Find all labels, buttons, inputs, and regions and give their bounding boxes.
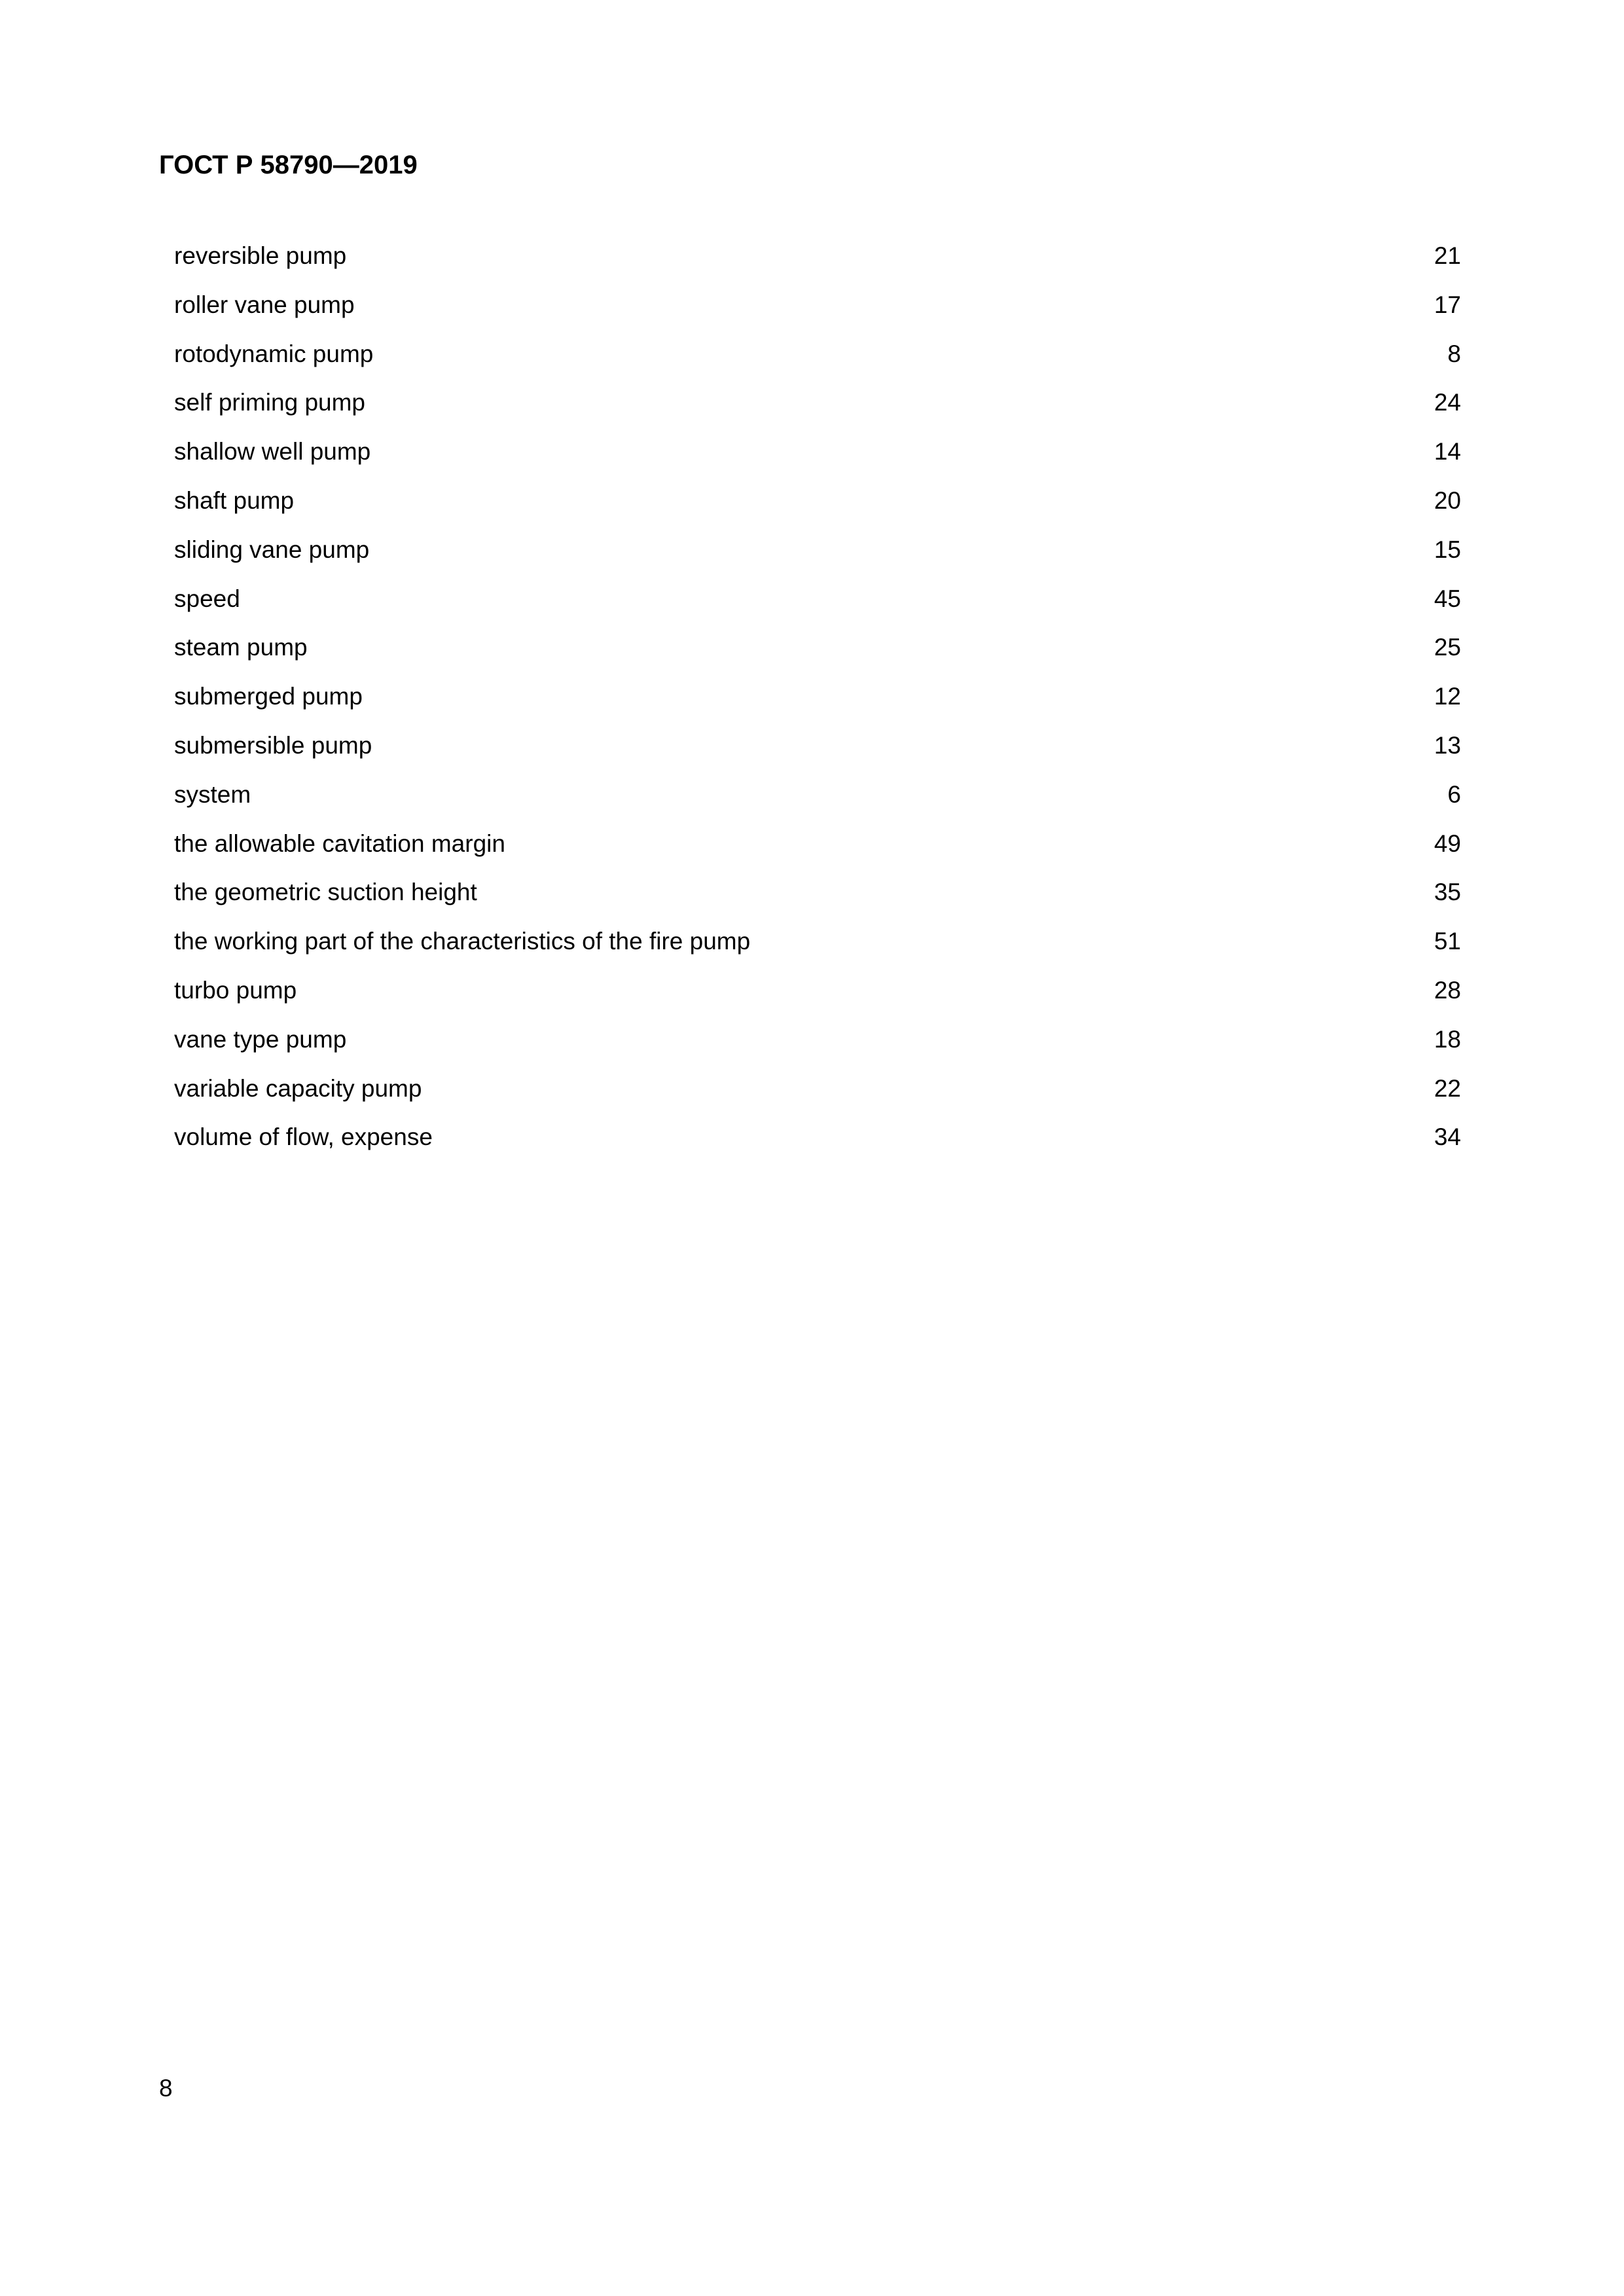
index-term: volume of flow, expense (174, 1123, 433, 1151)
index-ref: 45 (1434, 585, 1461, 612)
index-ref: 22 (1434, 1074, 1461, 1102)
index-entry (174, 1118, 1461, 1167)
index-term: steam pump (174, 634, 308, 661)
index-entry (174, 1070, 1461, 1119)
index-ref: 34 (1434, 1123, 1461, 1151)
index-ref: 17 (1434, 291, 1461, 318)
index-entry (174, 384, 1461, 433)
index-term: the working part of the characteristics of the fire pump (174, 928, 751, 955)
index-entry (174, 482, 1461, 531)
index-ref: 35 (1434, 879, 1461, 906)
index-term: system (174, 780, 251, 808)
index-ref: 21 (1434, 242, 1461, 269)
index-entry (174, 433, 1461, 482)
index-ref: 15 (1434, 536, 1461, 563)
index-ref: 14 (1434, 438, 1461, 465)
index-ref: 25 (1434, 634, 1461, 661)
index-term: submersible pump (174, 731, 372, 759)
index-term: the geometric suction height (174, 879, 477, 906)
index-entry (174, 531, 1461, 580)
index-term: reversible pump (174, 242, 347, 269)
index-entry (174, 776, 1461, 825)
index-ref: 13 (1434, 731, 1461, 759)
index-term: turbo pump (174, 976, 297, 1004)
index-ref: 49 (1434, 829, 1461, 857)
document-code-header: ГОСТ Р 58790—2019 (159, 151, 418, 179)
index-term: shallow well pump (174, 438, 371, 465)
index-term: shaft pump (174, 486, 295, 514)
index-term: rotodynamic pump (174, 340, 374, 367)
index-entry (174, 286, 1461, 335)
index-ref: 51 (1434, 928, 1461, 955)
index-entry (174, 727, 1461, 776)
index-entry (174, 335, 1461, 384)
index-entry (174, 678, 1461, 727)
index-term: roller vane pump (174, 291, 355, 318)
index-term: sliding vane pump (174, 536, 370, 563)
index-term: the allowable cavitation margin (174, 829, 505, 857)
index-ref: 18 (1434, 1025, 1461, 1053)
index-term: submerged pump (174, 683, 363, 710)
index-entry (174, 580, 1461, 629)
index-term: speed (174, 585, 240, 612)
index-term: vane type pump (174, 1025, 347, 1053)
index-entry (174, 629, 1461, 678)
term-index-list (174, 237, 1461, 1167)
index-entry (174, 1021, 1461, 1070)
index-entry (174, 922, 1461, 972)
page-number: 8 (159, 2075, 173, 2102)
index-entry (174, 237, 1461, 286)
index-ref: 6 (1447, 780, 1461, 808)
index-ref: 28 (1434, 976, 1461, 1004)
index-ref: 8 (1447, 340, 1461, 367)
index-term: variable capacity pump (174, 1074, 422, 1102)
index-term: self priming pump (174, 389, 366, 416)
index-entry (174, 873, 1461, 922)
index-entry (174, 825, 1461, 874)
index-ref: 12 (1434, 683, 1461, 710)
index-ref: 24 (1434, 389, 1461, 416)
index-entry (174, 972, 1461, 1021)
index-ref: 20 (1434, 486, 1461, 514)
